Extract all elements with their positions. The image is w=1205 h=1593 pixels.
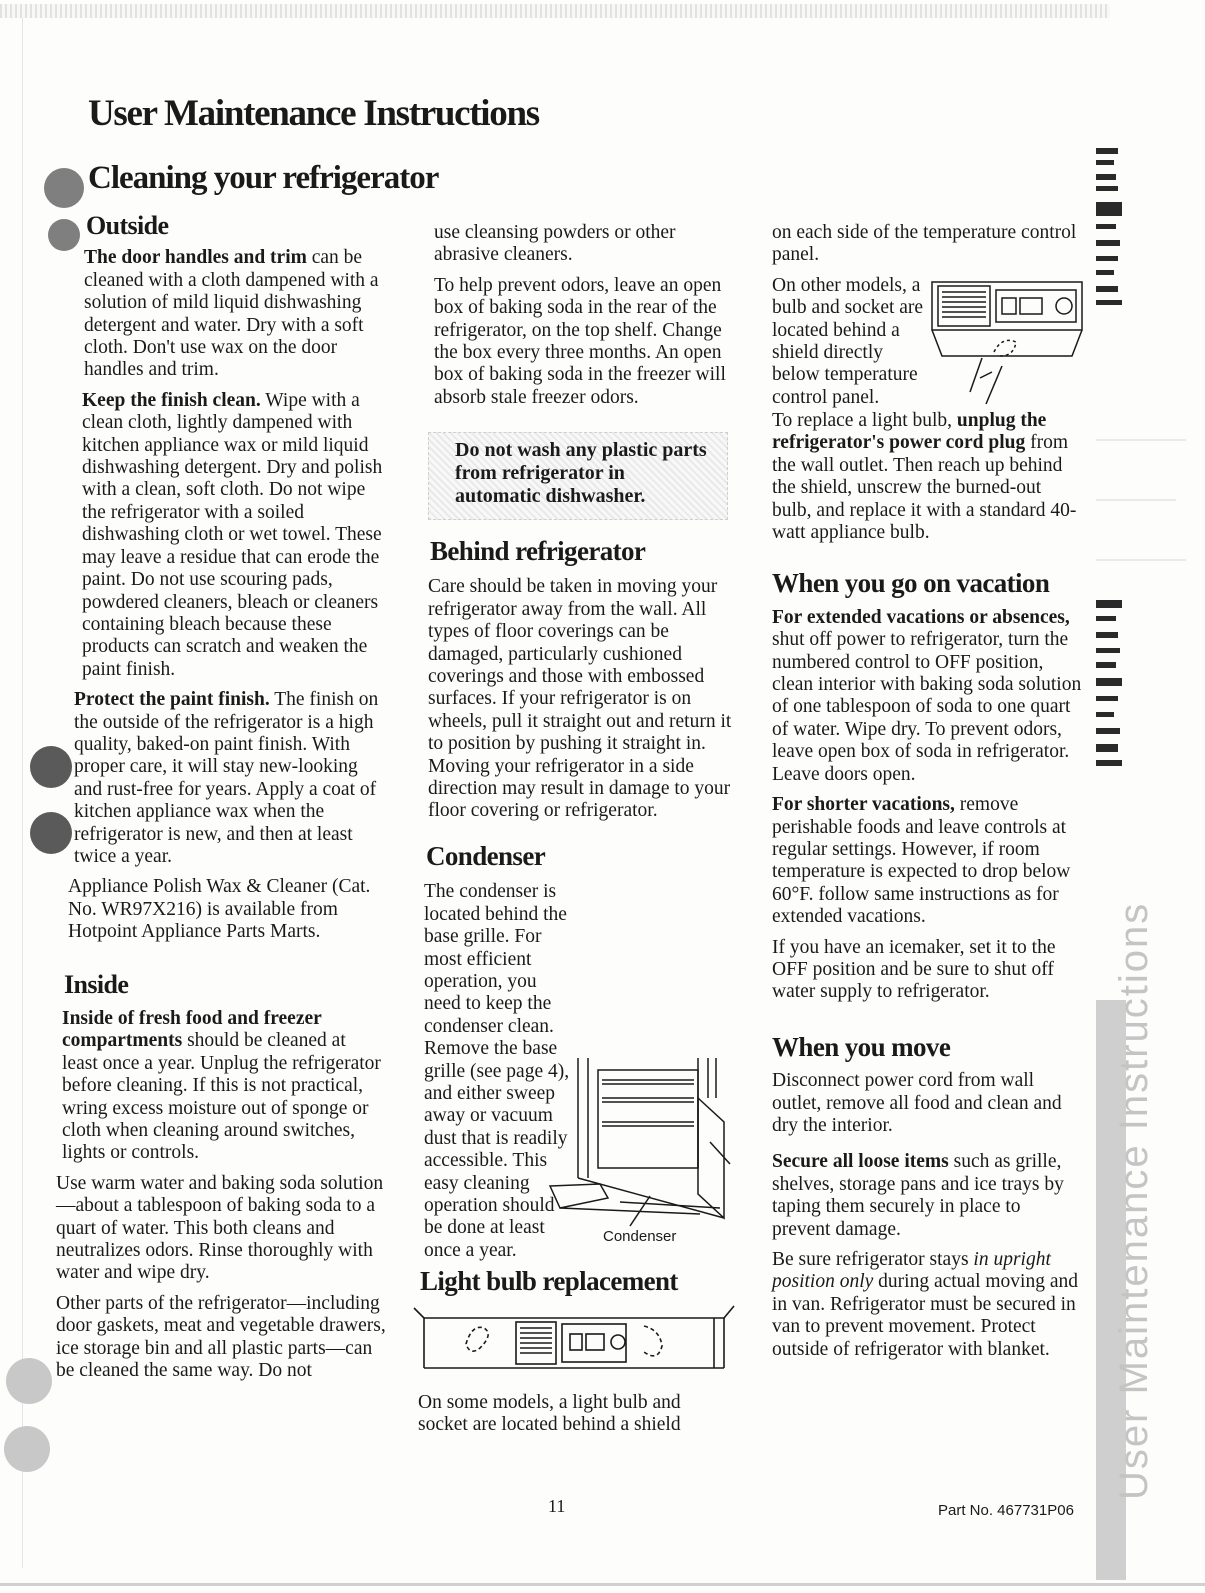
shorter-vacations-paragraph — [772, 794, 1082, 928]
replace-bulb-unplug: unplug the refrigerator's power cord plug — [772, 410, 1047, 454]
outside-heading: Outside — [86, 211, 169, 240]
light-bulb-shield-illustration — [412, 1304, 737, 1376]
door-handles-text: can be cleaned with a cloth dampened with a solution of mild liquid dishwashing detergent and water. Dry with a soft cloth. Don't use wax on the door handles and trim. — [84, 247, 379, 381]
condenser-caption: Condenser — [603, 1228, 677, 1245]
each-side-paragraph: on each side of the temperature control panel. — [772, 222, 1077, 266]
subsection-bullet-icon — [48, 219, 80, 251]
column-right-lower — [772, 410, 1082, 1369]
part-number: Part No. 467731P06 — [938, 1502, 1074, 1519]
light-bulb-paragraph-block — [418, 1392, 728, 1445]
other-models-paragraph: On other models, a bulb and socket are located behind a shield directly below temperature control panel. — [772, 274, 924, 408]
scan-left-edge — [22, 18, 23, 1568]
column-left — [56, 211, 386, 1391]
behind-refrigerator-paragraph: Care should be taken in moving your refrigerator away from the wall. All types of floor coverings can be damaged, particularly cushioned coverings and those with embossed surfaces. If your refrigerator is on wheels, pull it straight out and return it to position by pushing it straight in. Moving your refrigerator in a side direction may result in damage to your floor covering or refrigerator. — [428, 576, 732, 822]
shorter-vacations-text: remove perishable foods and leave controls at regular settings. However, if room temperature is expected to drop below 60°F. follow same instructions as for extended vacations. — [772, 794, 1071, 928]
inside-compartments-paragraph — [56, 1008, 386, 1165]
scan-bottom-edge — [0, 1583, 1205, 1586]
control-panel-illustration — [930, 280, 1085, 410]
secure-items-paragraph — [772, 1151, 1082, 1241]
keep-finish-paragraph — [56, 390, 386, 681]
light-bulb-heading: Light bulb replacement — [420, 1266, 678, 1296]
other-parts-paragraph: Other parts of the refrigerator—including door gaskets, meat and vegetable drawers, ice storage bin and all plastic parts—can be cleaned the same way. Do not — [56, 1292, 386, 1382]
extended-vacations-paragraph — [772, 607, 1082, 786]
condenser-heading: Condenser — [426, 840, 546, 871]
paragraph-bullet-icon — [6, 1358, 52, 1404]
paragraph-bullet-icon — [4, 1426, 50, 1472]
warning-text: Do not wash any plastic parts from refrigerator in automatic dishwasher. — [455, 439, 707, 507]
secure-items-text: such as grille, shelves, storage pans and ice trays by taping them securely in place to prevent damage. — [772, 1151, 1064, 1240]
protect-paint-text: The finish on the outside of the refrigerator is a high quality, baked-on paint finish. With proper care, it will stay new-looking and rust-free for years. Apply a coat of kitchen appliance wax when the refrigerator is new, and then at least twice a year. — [74, 689, 379, 867]
extended-vacations-text: shut off power to refrigerator, turn the numbered control to OFF position, clean interior with baking soda solution of one tablespoon of soda to one quart of water. Wipe dry. To prevent odors, leave open box of soda in refrigerator. Leave doors open. — [772, 629, 1082, 785]
section-title: Cleaning your refrigerator — [88, 160, 439, 196]
warning-box — [428, 432, 728, 520]
page-number: 11 — [548, 1496, 566, 1516]
protect-paint-paragraph — [56, 689, 386, 868]
replace-bulb-text: from the wall outlet. Then reach up behind the shield, unscrew the burned-out bulb, and replace it with a standard 40-watt appliance bulb. — [772, 432, 1077, 544]
keep-finish-text: Wipe with a clean cloth, lightly dampened with kitchen appliance wax or mild liquid dishwashing detergent. Dry and polish with a clean, soft cloth. Do not wipe the refrigerator with a soiled dishwashing cloth or wet towel. These may leave a residue that can erode the paint. Do not use scouring pads, powdered cleaners, bleach or cleaners containing bleach because these products can scratch and weaken the paint finish. — [82, 389, 383, 680]
upright-text: during actual moving and in van. Refrigerator must be secured in van to prevent movement. Protect outside of refrigerator with blanket. — [772, 1271, 1078, 1360]
upright-intro: Be sure refrigerator stays — [772, 1249, 974, 1270]
polish-wax-paragraph: Appliance Polish Wax & Cleaner (Cat. No. WR97X216) is available from Hotpoint Appliance Parts Marts. — [68, 876, 371, 943]
baking-soda-paragraph: Use warm water and baking soda solution—about a tablespoon of baking soda to a quart of water. This both cleans and neutralizes odors. Rinse thoroughly with water and wipe dry. — [56, 1172, 384, 1284]
disconnect-paragraph: Disconnect power cord from wall outlet, remove all food and clean and dry the interior. — [772, 1070, 1062, 1136]
extended-vacations-lead: For extended vacations or absences, — [772, 606, 1070, 628]
secure-items-lead: Secure all loose items — [772, 1151, 949, 1173]
door-handles-paragraph — [56, 247, 386, 381]
door-handles-lead: The door handles and trim — [84, 247, 307, 269]
column-middle — [424, 222, 734, 417]
move-heading: When you move — [772, 1031, 951, 1062]
protect-paint-lead: Protect the paint finish. — [74, 689, 270, 711]
upright-paragraph — [772, 1249, 1082, 1361]
scan-top-edge — [0, 4, 1110, 18]
vacation-heading: When you go on vacation — [772, 568, 1050, 599]
condenser-paragraph: The condenser is located behind the base grille. For most efficient operation, you need to keep the condenser clean. Remove the base grille (see page 4), and either sweep away or vacuum dust that is readily accessible. This easy cleaning operation should be done at least once a year. — [424, 881, 570, 1261]
light-bulb-paragraph: On some models, a light bulb and socket are located behind a shield — [418, 1392, 681, 1436]
inside-compartments-text: should be cleaned at least once a year. Unplug the refrigerator before cleaning. If this is not practical, wring excess moisture out of sponge or cloth when cleaning around switches, lights or controls. — [62, 1030, 381, 1164]
inside-heading: Inside — [64, 969, 129, 999]
replace-bulb-intro: To replace a light bulb, — [772, 410, 957, 431]
section-bullet-icon — [44, 168, 84, 208]
inside-compartments-lead: Inside of fresh food and freezer compartments — [62, 1008, 322, 1052]
shorter-vacations-lead: For shorter vacations, — [772, 794, 955, 816]
replace-bulb-paragraph — [772, 410, 1082, 544]
condenser-illustration — [540, 1058, 740, 1228]
odors-paragraph: To help prevent odors, leave an open box of baking soda in the rear of the refrigerator, on the top shelf. Change the box every three months. An open box of baking soda in the freezer will absorb stale freezer odors. — [434, 274, 726, 408]
icemaker-paragraph: If you have an icemaker, set it to the OFF position and be sure to shut off water supply to refrigerator. — [772, 936, 1056, 1003]
upright-emphasis: in upright position only — [772, 1249, 1051, 1293]
side-tab-label: User Maintenance Instructions — [1112, 901, 1156, 1500]
abrasive-cleaners-paragraph: use cleansing powders or other abrasive cleaners. — [434, 222, 676, 266]
page-title: User Maintenance Instructions — [88, 93, 539, 134]
behind-refrigerator-heading: Behind refrigerator — [430, 536, 646, 566]
keep-finish-lead: Keep the finish clean. — [82, 389, 261, 411]
